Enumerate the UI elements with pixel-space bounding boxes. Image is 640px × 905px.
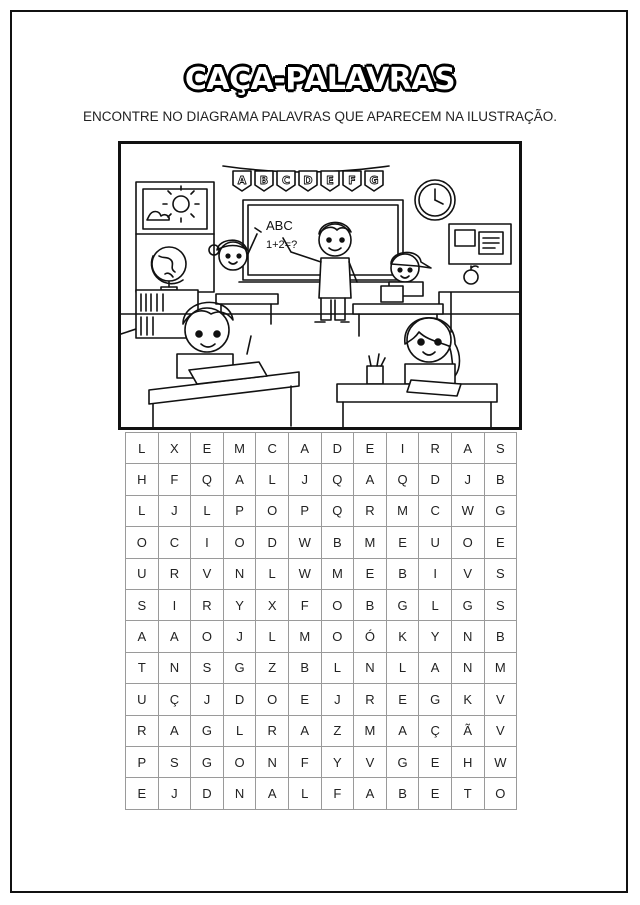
grid-cell[interactable]: D bbox=[419, 464, 452, 495]
grid-cell[interactable]: O bbox=[256, 495, 289, 526]
grid-cell[interactable]: A bbox=[419, 652, 452, 683]
grid-cell[interactable]: F bbox=[288, 746, 321, 777]
grid-cell[interactable]: E bbox=[419, 746, 452, 777]
banner-letter: F bbox=[348, 174, 356, 187]
banner-letter: C bbox=[281, 174, 291, 187]
grid-cell[interactable]: D bbox=[223, 684, 256, 715]
grid-cell[interactable]: Ç bbox=[419, 715, 452, 746]
grid-cell[interactable]: A bbox=[288, 715, 321, 746]
grid-cell[interactable]: B bbox=[386, 778, 419, 809]
grid-row bbox=[126, 621, 517, 652]
grid-row bbox=[126, 527, 517, 558]
grid-cell[interactable]: K bbox=[386, 621, 419, 652]
grid-cell[interactable]: O bbox=[451, 527, 484, 558]
grid-row bbox=[126, 778, 517, 809]
grid-cell[interactable]: Y bbox=[223, 589, 256, 620]
grid-cell[interactable]: F bbox=[158, 464, 191, 495]
grid-cell[interactable]: L bbox=[126, 433, 159, 464]
grid-cell[interactable]: P bbox=[288, 495, 321, 526]
grid-cell[interactable]: O bbox=[126, 527, 159, 558]
grid-cell[interactable]: R bbox=[419, 433, 452, 464]
grid-cell[interactable]: L bbox=[386, 652, 419, 683]
grid-row bbox=[126, 746, 517, 777]
grid-cell[interactable]: A bbox=[158, 621, 191, 652]
grid-cell[interactable]: U bbox=[126, 558, 159, 589]
grid-cell[interactable]: W bbox=[484, 746, 517, 777]
grid-cell[interactable]: E bbox=[288, 684, 321, 715]
grid-cell[interactable]: V bbox=[354, 746, 387, 777]
grid-cell[interactable]: Q bbox=[321, 495, 354, 526]
grid-cell[interactable]: G bbox=[484, 495, 517, 526]
grid-cell[interactable]: L bbox=[126, 495, 159, 526]
grid-cell[interactable]: O bbox=[484, 778, 517, 809]
grid-cell[interactable]: N bbox=[223, 558, 256, 589]
banner-flag bbox=[343, 171, 361, 191]
banner-flag bbox=[299, 171, 317, 191]
grid-row bbox=[126, 558, 517, 589]
board-text-2: 1+2=? bbox=[266, 239, 298, 251]
grid-cell[interactable]: E bbox=[484, 527, 517, 558]
grid-cell[interactable]: E bbox=[354, 558, 387, 589]
grid-cell[interactable]: B bbox=[321, 527, 354, 558]
grid-cell[interactable]: M bbox=[386, 495, 419, 526]
grid-cell[interactable]: Ç bbox=[158, 684, 191, 715]
grid-cell[interactable]: Q bbox=[191, 464, 224, 495]
grid-cell[interactable]: D bbox=[321, 433, 354, 464]
grid-cell[interactable]: A bbox=[451, 433, 484, 464]
grid-cell[interactable]: D bbox=[256, 527, 289, 558]
grid-cell[interactable]: L bbox=[321, 652, 354, 683]
banner-letter: D bbox=[303, 174, 313, 187]
grid-cell[interactable]: N bbox=[256, 746, 289, 777]
grid-cell[interactable]: X bbox=[256, 589, 289, 620]
grid-cell[interactable]: Ã bbox=[451, 715, 484, 746]
grid-cell[interactable]: B bbox=[386, 558, 419, 589]
grid-cell[interactable]: E bbox=[191, 433, 224, 464]
grid-cell[interactable]: L bbox=[223, 715, 256, 746]
grid-cell[interactable]: A bbox=[288, 433, 321, 464]
letter-banner bbox=[223, 166, 389, 191]
grid-cell[interactable]: B bbox=[354, 589, 387, 620]
grid-cell[interactable]: Y bbox=[321, 746, 354, 777]
grid-cell[interactable]: L bbox=[256, 558, 289, 589]
grid-cell[interactable]: R bbox=[256, 715, 289, 746]
grid-cell[interactable]: W bbox=[288, 527, 321, 558]
word-search-grid bbox=[125, 432, 517, 810]
grid-cell[interactable]: Ó bbox=[354, 621, 387, 652]
grid-cell[interactable]: M bbox=[288, 621, 321, 652]
grid-cell[interactable]: G bbox=[386, 589, 419, 620]
grid-cell[interactable]: Q bbox=[386, 464, 419, 495]
grid-row bbox=[126, 715, 517, 746]
grid-cell[interactable]: T bbox=[126, 652, 159, 683]
grid-cell[interactable]: S bbox=[484, 433, 517, 464]
grid-cell[interactable]: S bbox=[126, 589, 159, 620]
instructions: ENCONTRE NO DIAGRAMA PALAVRAS QUE APARECEM NA ILUSTRAÇÃO. bbox=[82, 109, 558, 124]
grid-cell[interactable]: M bbox=[223, 433, 256, 464]
grid-cell[interactable]: M bbox=[354, 715, 387, 746]
grid-cell[interactable]: J bbox=[191, 684, 224, 715]
grid-cell[interactable]: O bbox=[321, 589, 354, 620]
grid-cell[interactable]: V bbox=[484, 684, 517, 715]
banner-letter: G bbox=[369, 174, 379, 187]
grid-cell[interactable]: J bbox=[288, 464, 321, 495]
grid-cell[interactable]: J bbox=[451, 464, 484, 495]
notice-board bbox=[449, 224, 511, 264]
grid-cell[interactable]: U bbox=[419, 527, 452, 558]
grid-cell[interactable]: C bbox=[419, 495, 452, 526]
banner-flag bbox=[321, 171, 339, 191]
grid-cell[interactable]: A bbox=[386, 715, 419, 746]
grid-row bbox=[126, 433, 517, 464]
page-title: CAÇA-PALAVRAS bbox=[184, 62, 456, 97]
grid-cell[interactable]: S bbox=[484, 589, 517, 620]
grid-cell[interactable]: U bbox=[126, 684, 159, 715]
grid-cell[interactable]: T bbox=[451, 778, 484, 809]
classroom-scene bbox=[121, 144, 519, 427]
classroom-illustration bbox=[118, 141, 522, 430]
grid-cell[interactable]: V bbox=[484, 715, 517, 746]
grid-cell[interactable]: N bbox=[354, 652, 387, 683]
grid-cell[interactable]: D bbox=[191, 778, 224, 809]
grid-cell[interactable]: M bbox=[321, 558, 354, 589]
grid-cell[interactable]: W bbox=[451, 495, 484, 526]
grid-cell[interactable]: G bbox=[223, 652, 256, 683]
grid-row bbox=[126, 464, 517, 495]
grid-cell[interactable]: N bbox=[451, 652, 484, 683]
grid-cell[interactable]: V bbox=[451, 558, 484, 589]
grid-cell[interactable]: V bbox=[191, 558, 224, 589]
grid-cell[interactable]: E bbox=[386, 684, 419, 715]
grid-cell[interactable]: I bbox=[158, 589, 191, 620]
grid-cell[interactable]: I bbox=[419, 558, 452, 589]
grid-cell[interactable]: B bbox=[288, 652, 321, 683]
grid-cell[interactable]: A bbox=[223, 464, 256, 495]
grid-cell[interactable]: A bbox=[354, 778, 387, 809]
grid-cell[interactable]: X bbox=[158, 433, 191, 464]
grid-cell[interactable]: S bbox=[191, 652, 224, 683]
front-left-desk bbox=[149, 362, 299, 427]
grid-row bbox=[126, 684, 517, 715]
grid-cell[interactable]: E bbox=[354, 433, 387, 464]
grid-cell[interactable]: L bbox=[191, 495, 224, 526]
grid-cell[interactable]: R bbox=[191, 589, 224, 620]
grid-cell[interactable]: A bbox=[256, 778, 289, 809]
grid-cell[interactable]: G bbox=[451, 589, 484, 620]
grid-cell[interactable]: G bbox=[191, 746, 224, 777]
grid-cell[interactable]: J bbox=[321, 684, 354, 715]
banner-flag bbox=[233, 171, 251, 191]
banner-flag bbox=[255, 171, 273, 191]
grid-cell[interactable]: O bbox=[223, 746, 256, 777]
grid-cell[interactable]: B bbox=[484, 464, 517, 495]
grid-cell[interactable]: A bbox=[158, 715, 191, 746]
grid-cell[interactable]: E bbox=[419, 778, 452, 809]
grid-cell[interactable]: S bbox=[158, 746, 191, 777]
banner-flag bbox=[365, 171, 383, 191]
grid-cell[interactable]: R bbox=[354, 684, 387, 715]
board-text-1: ABC bbox=[266, 218, 293, 233]
grid-cell[interactable]: P bbox=[223, 495, 256, 526]
grid-cell[interactable]: A bbox=[354, 464, 387, 495]
front-right-desk bbox=[337, 380, 497, 427]
grid-cell[interactable]: W bbox=[288, 558, 321, 589]
grid-cell[interactable]: R bbox=[126, 715, 159, 746]
clock-icon bbox=[415, 180, 455, 220]
grid-cell[interactable]: G bbox=[191, 715, 224, 746]
grid-cell[interactable]: F bbox=[288, 589, 321, 620]
grid-cell[interactable]: O bbox=[321, 621, 354, 652]
grid-row bbox=[126, 652, 517, 683]
grid-cell[interactable]: P bbox=[126, 746, 159, 777]
grid-cell[interactable]: L bbox=[419, 589, 452, 620]
grid-cell[interactable]: F bbox=[321, 778, 354, 809]
banner-letter: E bbox=[326, 174, 334, 187]
grid-row bbox=[126, 495, 517, 526]
grid-cell[interactable]: N bbox=[451, 621, 484, 652]
grid-cell[interactable]: M bbox=[484, 652, 517, 683]
grid-cell[interactable]: O bbox=[256, 684, 289, 715]
grid-row bbox=[126, 589, 517, 620]
grid-cell[interactable]: A bbox=[126, 621, 159, 652]
grid-cell[interactable]: L bbox=[256, 621, 289, 652]
grid-cell[interactable]: B bbox=[484, 621, 517, 652]
grid-cell[interactable]: Z bbox=[256, 652, 289, 683]
grid-cell[interactable]: I bbox=[191, 527, 224, 558]
grid-cell[interactable]: N bbox=[223, 778, 256, 809]
grid-cell[interactable]: G bbox=[419, 684, 452, 715]
banner-letter: A bbox=[237, 174, 247, 187]
grid-cell[interactable]: E bbox=[386, 527, 419, 558]
pencil-cup-icon bbox=[367, 354, 385, 384]
grid-cell[interactable]: O bbox=[223, 527, 256, 558]
grid-cell[interactable]: H bbox=[451, 746, 484, 777]
grid-cell[interactable]: O bbox=[191, 621, 224, 652]
grid-cell[interactable]: Z bbox=[321, 715, 354, 746]
grid-cell[interactable]: H bbox=[126, 464, 159, 495]
grid-cell[interactable]: C bbox=[256, 433, 289, 464]
grid-cell[interactable]: M bbox=[354, 527, 387, 558]
grid-cell[interactable]: L bbox=[288, 778, 321, 809]
grid-cell[interactable]: J bbox=[223, 621, 256, 652]
grid-cell[interactable]: I bbox=[386, 433, 419, 464]
grid-cell[interactable]: R bbox=[354, 495, 387, 526]
grid-cell[interactable]: Q bbox=[321, 464, 354, 495]
grid-cell[interactable]: E bbox=[126, 778, 159, 809]
grid-cell[interactable]: N bbox=[158, 652, 191, 683]
banner-letter: B bbox=[259, 174, 269, 187]
grid-cell[interactable]: J bbox=[158, 778, 191, 809]
grid-cell[interactable]: C bbox=[158, 527, 191, 558]
grid-cell[interactable]: S bbox=[484, 558, 517, 589]
grid-cell[interactable]: L bbox=[256, 464, 289, 495]
grid-cell[interactable]: R bbox=[158, 558, 191, 589]
grid-cell[interactable]: J bbox=[158, 495, 191, 526]
grid-cell[interactable]: Y bbox=[419, 621, 452, 652]
grid-cell[interactable]: G bbox=[386, 746, 419, 777]
banner-flag bbox=[277, 171, 295, 191]
apple-icon bbox=[464, 266, 478, 284]
grid-cell[interactable]: K bbox=[451, 684, 484, 715]
